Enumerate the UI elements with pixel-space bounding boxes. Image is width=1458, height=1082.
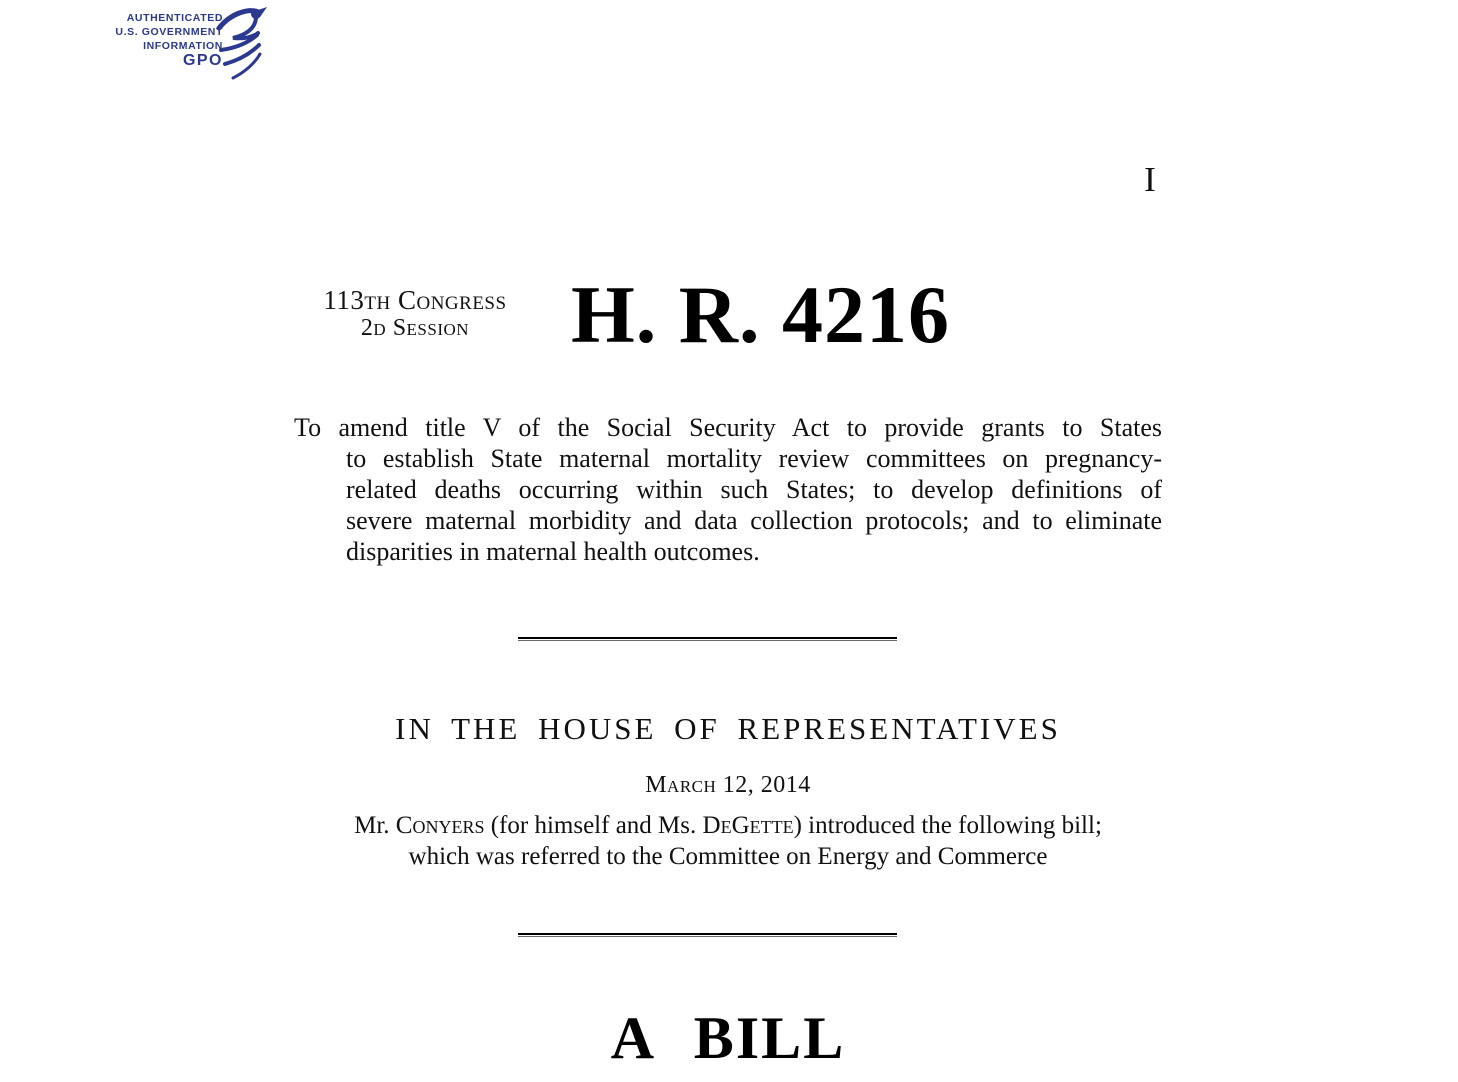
chamber-heading: IN THE HOUSE OF REPRESENTATIVES — [395, 711, 1061, 746]
page-number-folio: I — [1144, 160, 1156, 199]
gpo-authentication-logo — [105, 6, 275, 90]
long-title-line: severe maternal morbidity and data collection protocols; and to eliminate — [346, 506, 1162, 535]
congress-line: 113th Congress — [323, 285, 507, 315]
gpo-eagle-icon — [215, 4, 267, 93]
gpo-logo-text-line3: INFORMATION — [143, 39, 223, 52]
long-title — [294, 412, 1162, 567]
bill-number: H. R. 4216 — [571, 269, 950, 360]
cosponsor-name: DeGette — [702, 812, 794, 839]
horizontal-rule-bottom — [518, 933, 897, 937]
sponsor-block — [280, 810, 1176, 872]
gpo-logo-text-line2: U.S. GOVERNMENT — [115, 25, 223, 38]
long-title-line: to establish State maternal mortality review committees on pregnancy- — [346, 444, 1162, 473]
sponsor-suffix: ) introduced the following bill; — [793, 812, 1102, 839]
sponsor-middle: (for himself and Ms. — [484, 812, 703, 839]
horizontal-rule-top — [518, 637, 897, 641]
sponsor-prefix: Mr. — [354, 812, 396, 839]
session-line: 2d Session — [360, 315, 470, 341]
referral-line: which was referred to the Committee on Energy and Commerce — [408, 843, 1048, 870]
long-title-line: disparities in maternal health outcomes. — [346, 537, 760, 566]
sponsor-name: Conyers — [395, 812, 485, 839]
gpo-label: GPO — [182, 52, 223, 69]
congress-session-block — [294, 286, 536, 342]
bill-heading: A BILL — [610, 1005, 846, 1071]
sponsor-line — [280, 810, 1176, 841]
introduction-date: March 12, 2014 — [645, 772, 811, 798]
gpo-logo-text-line1: AUTHENTICATED — [126, 12, 223, 24]
long-title-line: To amend title V of the Social Security Act to provide grants to States — [294, 413, 1162, 442]
long-title-line: related deaths occurring within such States; to develop definitions of — [346, 475, 1162, 504]
